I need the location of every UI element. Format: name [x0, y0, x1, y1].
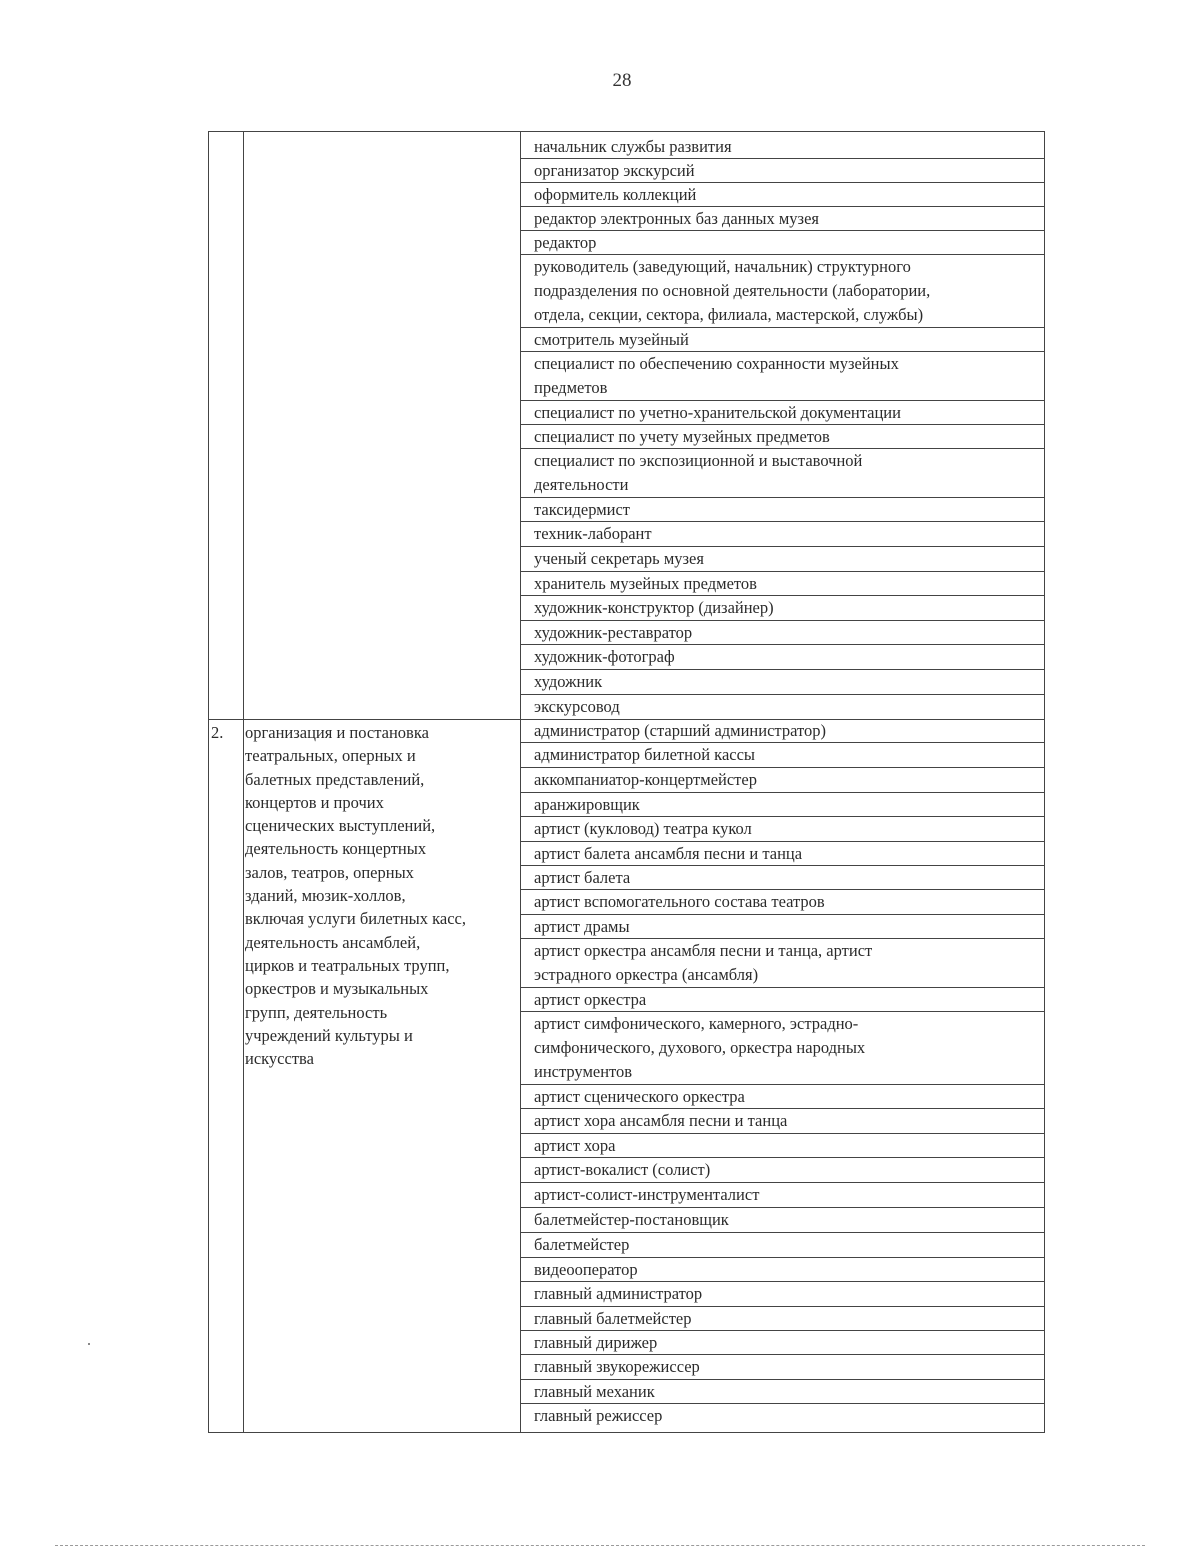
position-row: художник-фотограф: [520, 645, 1044, 670]
position-row: артист балета ансамбля песни и танца: [520, 842, 1044, 866]
page-number: 28: [612, 70, 632, 91]
position-row: видеооператор: [520, 1258, 1044, 1282]
position-row: администратор билетной кассы: [520, 743, 1044, 768]
position-row: техник-лаборант: [520, 522, 1044, 547]
position-row: балетмейстер: [520, 1233, 1044, 1258]
position-row: артист хора: [520, 1134, 1044, 1158]
position-row: начальник службы развития: [520, 135, 1044, 159]
position-row: специалист по учету музейных предметов: [520, 425, 1044, 449]
position-row: хранитель музейных предметов: [520, 572, 1044, 596]
position-row: специалист по обеспечению сохранности музейных предметов: [520, 352, 1044, 401]
position-row: художник-реставратор: [520, 621, 1044, 645]
position-row: ученый секретарь музея: [520, 547, 1044, 572]
position-row: артист оркестра ансамбля песни и танца, артист эстрадного оркестра (ансамбля): [520, 939, 1044, 988]
position-row: артист симфонического, камерного, эстрадно- симфонического, духового, оркестра народных инструментов: [520, 1012, 1044, 1085]
position-row: артист драмы: [520, 915, 1044, 939]
column-divider-number: [243, 132, 244, 1432]
position-row: администратор (старший администратор): [520, 719, 1044, 743]
row-number: 2.: [211, 723, 224, 742]
position-row: артист хора ансамбля песни и танца: [520, 1109, 1044, 1134]
position-row: таксидермист: [520, 498, 1044, 522]
activity-description: организация и постановка театральных, оперных и балетных представлений, концертов и прочих сценических выступлений, деятельность концертных залов, театров, оперных зданий, мюзик-холлов, включая услуги билетных касс, деятельность ансамблей, цирков и театральных трупп, оркестров и музыкальных групп, деятельность учреждений культуры и искусства: [245, 723, 467, 1069]
position-row: артист балета: [520, 866, 1044, 890]
position-row: руководитель (заведующий, начальник) структурного подразделения по основной деятельности (лаборатории, отдела, секции, сектора, филиала, мастерской, службы): [520, 255, 1044, 328]
position-row: редактор: [520, 231, 1044, 255]
position-row: специалист по экспозиционной и выставочной деятельности: [520, 449, 1044, 498]
position-row: артист-солист-инструменталист: [520, 1183, 1044, 1208]
position-row: художник-конструктор (дизайнер): [520, 596, 1044, 621]
position-row: балетмейстер-постановщик: [520, 1208, 1044, 1233]
position-row: редактор электронных баз данных музея: [520, 207, 1044, 231]
position-row: смотритель музейный: [520, 328, 1044, 352]
position-row: аранжировщик: [520, 793, 1044, 817]
position-row: главный режиссер: [534, 1406, 663, 1425]
position-row: главный балетмейстер: [520, 1307, 1044, 1331]
position-row: артист вспомогательного состава театров: [520, 890, 1044, 915]
position-row: экскурсовод: [534, 697, 620, 716]
position-row: главный администратор: [520, 1282, 1044, 1307]
position-row: главный дирижер: [520, 1331, 1044, 1355]
position-row: артист (кукловод) театра кукол: [520, 817, 1044, 842]
position-row: артист сценического оркестра: [520, 1085, 1044, 1109]
position-row: артист-вокалист (солист): [520, 1158, 1044, 1183]
scan-speck: [88, 1343, 90, 1345]
position-row: организатор экскурсий: [520, 159, 1044, 183]
position-row: главный звукорежиссер: [520, 1355, 1044, 1380]
professions-table: [208, 131, 1045, 1433]
position-row: художник: [520, 670, 1044, 695]
position-row: главный механик: [520, 1380, 1044, 1404]
position-row: артист оркестра: [520, 988, 1044, 1012]
position-row: специалист по учетно-хранительской документации: [520, 401, 1044, 425]
position-row: аккомпаниатор-концертмейстер: [520, 768, 1044, 793]
scan-edge-line: [55, 1545, 1145, 1546]
position-row: оформитель коллекций: [520, 183, 1044, 207]
